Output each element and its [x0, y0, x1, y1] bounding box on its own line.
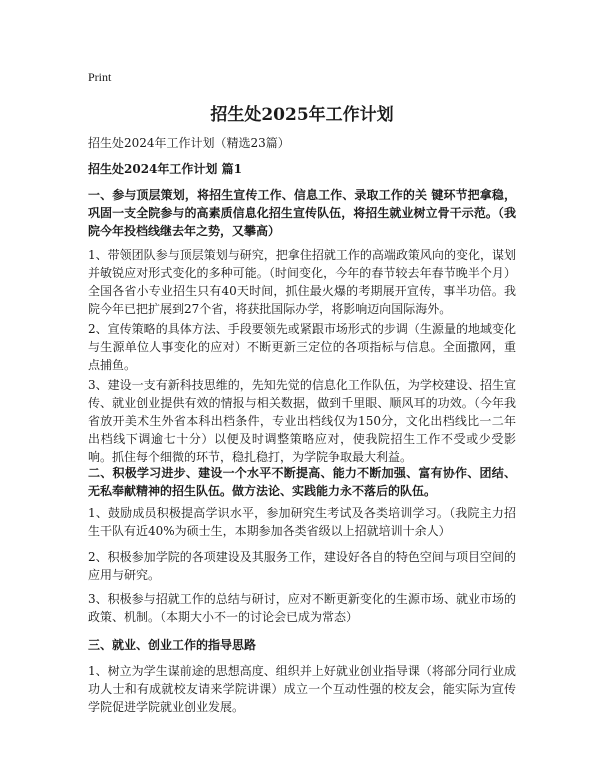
article-heading: 招生处2024年工作计划 篇1 — [88, 162, 242, 176]
paragraph: 2、宣传策略的具体方法、手段要领先或紧跟市场形式的步调（生源量的地域变化与生源单位人事变化的应对）不断更新三定位的各项指标与信息。全面撒网，重点捕鱼。 — [88, 322, 516, 372]
section-heading-2: 二、积极学习进步、建设一个水平不断提高、能力不断加强、富有协作、团结、无私奉献精神的招生队伍。做方法论、实践能力永不落后的队伍。 — [88, 466, 516, 498]
paragraph: 1、鼓励成员积极提高学识水平，参加研究生考试及各类培训学习。（我院主力招生干队有近40%为硕士生，本期参加各类省级以上招就培训十余人） — [88, 506, 516, 538]
paragraph: 1、树立为学生谋前途的思想高度、组织并上好就业创业指导课（将部分同行业成功人士和有成就校友请来学院讲课）成立一个互动性强的校友会，能实际为宣传学院促进学院就业创业发展。 — [88, 664, 516, 714]
paragraph: 3、建设一支有新科技思维的，先知先觉的信息化工作队伍，为学校建设、招生宣传、就业创业提供有效的情报与相关数据，做到千里眼、顺风耳的功效。（今年我省放开美术生外省本科出档条件，专业出档线仅为150分，文化出档线比一二年出档线下调逾七十分）以便及时调整策略应对，使我院招生工作不受或少受影响。抓住每个细微的环节，稳扎稳打，为学院争取最大利益。 — [88, 378, 516, 464]
print-link[interactable]: Print — [88, 70, 112, 84]
paragraph: 1、带领团队参与顶层策划与研究，把拿住招就工作的高端政策风向的变化，谋划并敏锐应对形式变化的多种可能。（时间变化，今年的春节较去年春节晚半个月）全国各省小专业招生只有40天时间，抓住最火爆的考期展开宣传，事半功倍。我院今年已把扩展到27个省，将获批国际办学，将影响迈向国际海外。 — [88, 248, 516, 316]
page-title: 招生处2025年工作计划 — [210, 105, 394, 125]
paragraph: 2、积极参加学院的各项建设及其服务工作，建设好各自的特色空间与项目空间的应用与研究。 — [88, 550, 516, 582]
section-heading-1: 一、参与顶层策划，将招生宣传工作、信息工作、录取工作的关 键环节把拿稳，巩固一支全院参与的高素质信息化招生宣传队伍，将招生就业树立骨干示范。（我院今年投档线继去年之势，又攀高） — [88, 188, 516, 238]
document-subtitle: 招生处2024年工作计划（精选23篇） — [88, 136, 290, 150]
paragraph: 3、积极参与招就工作的总结与研讨，应对不断更新变化的生源市场、就业市场的政策、机制。（本期大小不一的讨论会已成为常态） — [88, 592, 516, 624]
section-heading-3: 三、就业、创业工作的指导思路 — [88, 638, 257, 652]
